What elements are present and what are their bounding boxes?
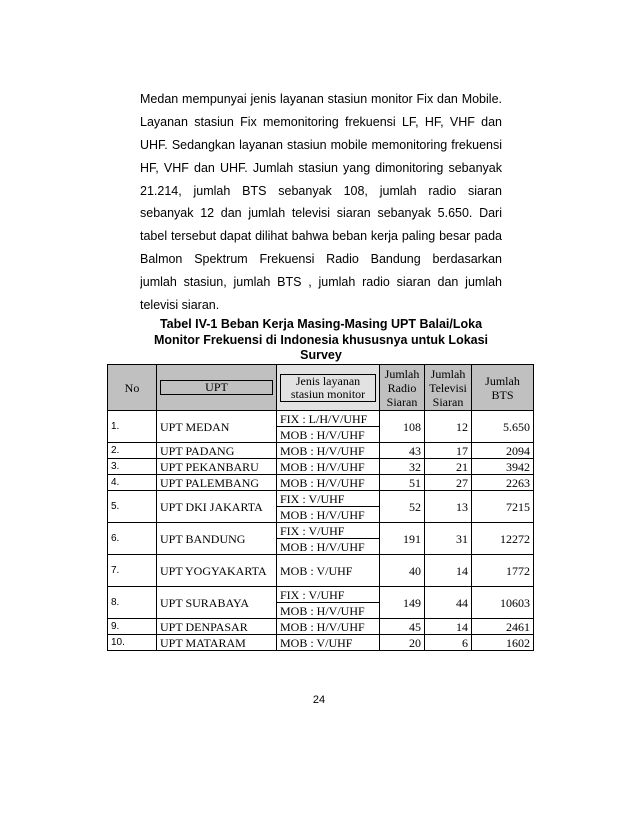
cell-jumlah-radio: 45 xyxy=(380,619,425,635)
cell-jumlah-radio: 149 xyxy=(380,587,425,619)
cell-jenis-layanan: MOB : H/V/UHF xyxy=(277,475,380,491)
cell-upt: UPT YOGYAKARTA xyxy=(157,555,277,587)
cell-upt: UPT BANDUNG xyxy=(157,523,277,555)
header-no: No xyxy=(108,365,157,411)
cell-jumlah-televisi: 14 xyxy=(425,555,472,587)
cell-no: 10. xyxy=(108,635,157,651)
table-caption: Tabel IV-1 Beban Kerja Masing-Masing UPT Balai/Loka Monitor Frekuensi di Indonesia khususnya untuk Lokasi Survey xyxy=(153,317,489,362)
cell-jumlah-radio: 51 xyxy=(380,475,425,491)
cell-jenis-layanan: MOB : H/V/UHF xyxy=(277,539,380,555)
cell-jumlah-radio: 52 xyxy=(380,491,425,523)
cell-upt: UPT SURABAYA xyxy=(157,587,277,619)
header-jumlah-televisi: Jumlah Televisi Siaran xyxy=(425,365,472,411)
table-row xyxy=(108,443,534,459)
cell-jumlah-televisi: 14 xyxy=(425,619,472,635)
cell-jenis-layanan: FIX : V/UHF xyxy=(277,587,380,603)
cell-no: 8. xyxy=(108,587,157,619)
workload-table xyxy=(107,364,534,651)
cell-jumlah-radio: 191 xyxy=(380,523,425,555)
cell-no: 4. xyxy=(108,475,157,491)
cell-jumlah-televisi: 21 xyxy=(425,459,472,475)
cell-jenis-layanan: FIX : V/UHF xyxy=(277,491,380,507)
header-jenis-layanan: Jenis layanan stasiun monitor xyxy=(277,365,380,411)
cell-jumlah-bts: 2263 xyxy=(472,475,534,491)
cell-jenis-layanan: MOB : H/V/UHF xyxy=(277,619,380,635)
paragraph-line: televisi siaran. xyxy=(140,298,220,313)
table-row xyxy=(108,523,534,539)
cell-upt: UPT PEKANBARU xyxy=(157,459,277,475)
paragraph-line: jumlah stasiun, jumlah BTS , jumlah radio siaran dan jumlah xyxy=(140,275,502,290)
table-row xyxy=(108,411,534,427)
cell-no: 5. xyxy=(108,491,157,523)
cell-upt: UPT MEDAN xyxy=(157,411,277,443)
cell-upt: UPT DKI JAKARTA xyxy=(157,491,277,523)
cell-jumlah-bts: 2461 xyxy=(472,619,534,635)
table-header xyxy=(108,365,534,411)
cell-jumlah-televisi: 12 xyxy=(425,411,472,443)
cell-no: 3. xyxy=(108,459,157,475)
cell-upt: UPT DENPASAR xyxy=(157,619,277,635)
cell-jumlah-televisi: 6 xyxy=(425,635,472,651)
header-upt: UPT xyxy=(157,365,277,411)
paragraph-line: 21.214, jumlah BTS sebanyak 108, jumlah radio siaran xyxy=(140,183,502,198)
page-number: 24 xyxy=(312,694,326,706)
cell-jumlah-bts: 5.650 xyxy=(472,411,534,443)
cell-jumlah-televisi: 17 xyxy=(425,443,472,459)
cell-jumlah-bts: 7215 xyxy=(472,491,534,523)
cell-jenis-layanan: MOB : H/V/UHF xyxy=(277,507,380,523)
paragraph-line: Balmon Spektrum Frekuensi Radio Bandung berdasarkan xyxy=(140,252,502,267)
cell-jumlah-televisi: 27 xyxy=(425,475,472,491)
cell-no: 2. xyxy=(108,443,157,459)
table-row xyxy=(108,635,534,651)
cell-no: 7. xyxy=(108,555,157,587)
paragraph-line: sebanyak 12 dan jumlah televisi siaran sebanyak 5.650. Dari xyxy=(140,206,502,221)
cell-jumlah-bts: 10603 xyxy=(472,587,534,619)
header-jumlah-radio: Jumlah Radio Siaran xyxy=(380,365,425,411)
cell-upt: UPT PADANG xyxy=(157,443,277,459)
cell-jumlah-bts: 2094 xyxy=(472,443,534,459)
cell-jenis-layanan: MOB : H/V/UHF xyxy=(277,603,380,619)
paragraph-line: HF, VHF dan UHF. Jumlah stasiun yang dimonitoring sebanyak xyxy=(140,160,502,175)
cell-jumlah-radio: 20 xyxy=(380,635,425,651)
cell-jumlah-radio: 43 xyxy=(380,443,425,459)
cell-jenis-layanan: FIX : L/H/V/UHF xyxy=(277,411,380,427)
paragraph-line: Layanan stasiun Fix memonitoring frekuensi LF, HF, VHF dan xyxy=(140,114,502,129)
cell-jenis-layanan: FIX : V/UHF xyxy=(277,523,380,539)
cell-jenis-layanan: MOB : H/V/UHF xyxy=(277,427,380,443)
header-jumlah-bts: Jumlah BTS xyxy=(472,365,534,411)
cell-jumlah-bts: 1772 xyxy=(472,555,534,587)
table-body xyxy=(108,411,534,651)
cell-upt: UPT MATARAM xyxy=(157,635,277,651)
cell-jumlah-televisi: 44 xyxy=(425,587,472,619)
cell-jumlah-bts: 3942 xyxy=(472,459,534,475)
cell-jenis-layanan: MOB : V/UHF xyxy=(277,555,380,587)
cell-jumlah-televisi: 31 xyxy=(425,523,472,555)
body-paragraph xyxy=(140,88,502,317)
cell-no: 9. xyxy=(108,619,157,635)
cell-jumlah-radio: 40 xyxy=(380,555,425,587)
cell-jenis-layanan: MOB : H/V/UHF xyxy=(277,459,380,475)
cell-jumlah-radio: 32 xyxy=(380,459,425,475)
cell-no: 1. xyxy=(108,411,157,443)
paragraph-line: tabel tersebut dapat dilihat bahwa beban kerja paling besar pada xyxy=(140,229,502,244)
cell-jumlah-bts: 1602 xyxy=(472,635,534,651)
table-row xyxy=(108,459,534,475)
cell-upt: UPT PALEMBANG xyxy=(157,475,277,491)
table-row xyxy=(108,475,534,491)
cell-jumlah-radio: 108 xyxy=(380,411,425,443)
cell-jenis-layanan: MOB : H/V/UHF xyxy=(277,443,380,459)
cell-no: 6. xyxy=(108,523,157,555)
cell-jumlah-bts: 12272 xyxy=(472,523,534,555)
paragraph-line: UHF. Sedangkan layanan stasiun mobile memonitoring frekuensi xyxy=(140,137,502,152)
cell-jumlah-televisi: 13 xyxy=(425,491,472,523)
cell-jenis-layanan: MOB : V/UHF xyxy=(277,635,380,651)
table-row xyxy=(108,619,534,635)
table-row xyxy=(108,587,534,603)
table-row xyxy=(108,555,534,587)
table-row xyxy=(108,491,534,507)
paragraph-line: Medan mempunyai jenis layanan stasiun monitor Fix dan Mobile. xyxy=(140,92,502,106)
